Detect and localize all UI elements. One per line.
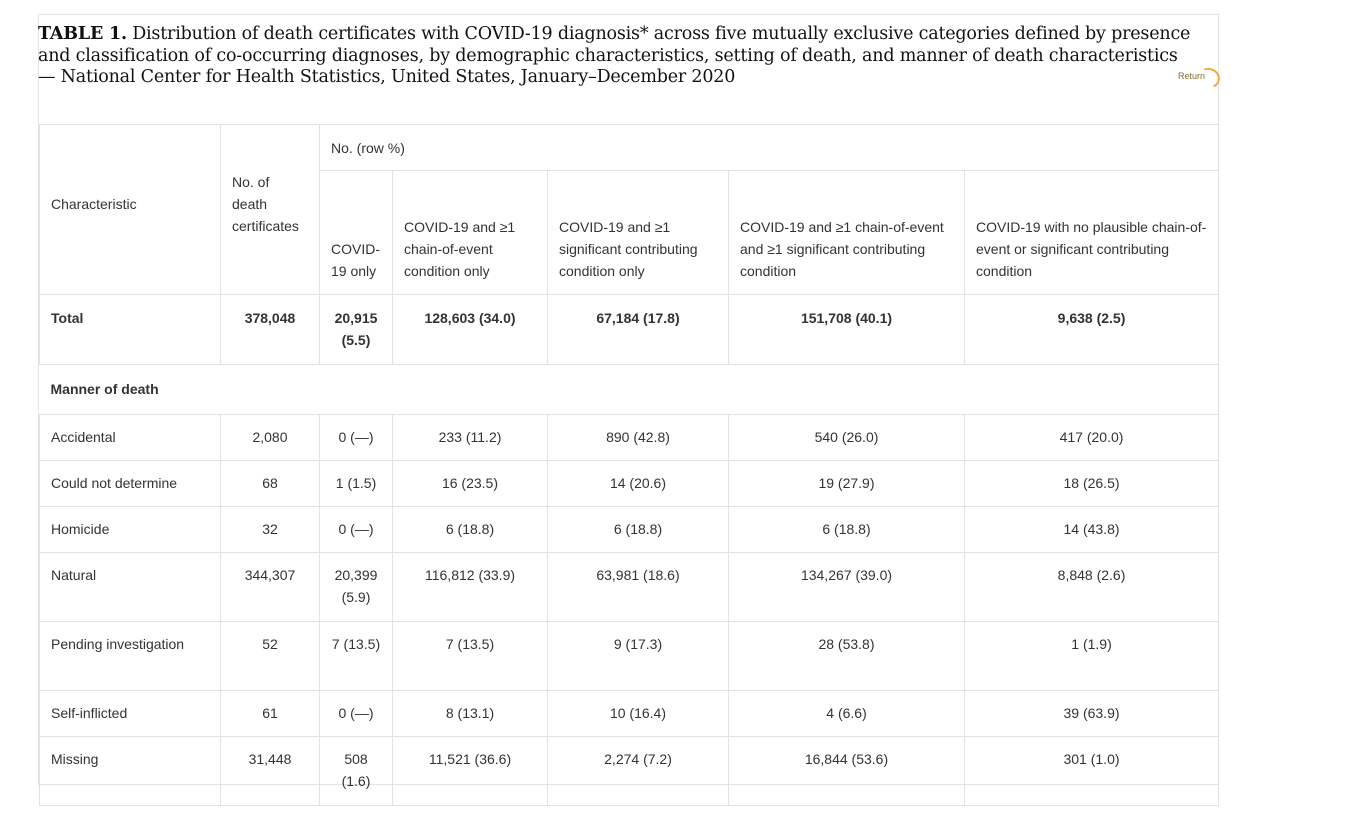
cell-covid-only: 0 (—) [320, 507, 393, 553]
cell-chain-of-event-only: 16 (23.5) [393, 461, 548, 507]
cell-significant-contributing-only: 67,184 (17.8) [548, 295, 729, 365]
cell-no-certificates: 61 [221, 691, 320, 737]
cell-no-certificates: 52 [221, 622, 320, 691]
return-label[interactable]: Return [1178, 71, 1206, 81]
cell-no-plausible: 1 (1.9) [965, 622, 1219, 691]
header-no-plausible: COVID-19 with no plausible chain-of-event or significant contributing condition [965, 171, 1219, 295]
cell-significant-contributing-only: 6 (18.8) [548, 507, 729, 553]
row-label: Natural [40, 553, 221, 622]
cell-chain-and-significant: 19 (27.9) [729, 461, 965, 507]
cell-chain-and-significant: 134,267 (39.0) [729, 553, 965, 622]
cell-significant-contributing-only: 2,274 (7.2) [548, 737, 729, 806]
header-chain-of-event-only: COVID-19 and ≥1 chain-of-event condition only [393, 171, 548, 295]
table-row [40, 691, 1219, 737]
cell-no-certificates: 378,048 [221, 295, 320, 365]
table-row [40, 622, 1219, 691]
cell-chain-and-significant: 6 (18.8) [729, 507, 965, 553]
cell-no-plausible: 18 (26.5) [965, 461, 1219, 507]
row-label: Total [40, 295, 221, 365]
table-row [40, 737, 1219, 806]
cell-chain-of-event-only: 116,812 (33.9) [393, 553, 548, 622]
cell-chain-and-significant: 151,708 (40.1) [729, 295, 965, 365]
data-table [39, 124, 1219, 806]
cell-no-certificates: 31,448 [221, 737, 320, 806]
cell-chain-and-significant: 28 (53.8) [729, 622, 965, 691]
cell-no-plausible: 39 (63.9) [965, 691, 1219, 737]
row-label: Homicide [40, 507, 221, 553]
table-row [40, 461, 1219, 507]
cell-significant-contributing-only: 10 (16.4) [548, 691, 729, 737]
cell-no-certificates: 32 [221, 507, 320, 553]
total-row [40, 295, 1219, 365]
cell-chain-of-event-only: 6 (18.8) [393, 507, 548, 553]
header-covid-only: COVID-19 only [320, 171, 393, 295]
cell-covid-only: 0 (—) [320, 415, 393, 461]
cell-covid-only: 20,399 (5.9) [320, 553, 393, 622]
header-significant-contributing-only: COVID-19 and ≥1 significant contributing condition only [548, 171, 729, 295]
cell-chain-and-significant: 540 (26.0) [729, 415, 965, 461]
cell-covid-only: 1 (1.5) [320, 461, 393, 507]
table-row [40, 553, 1219, 622]
cell-no-plausible: 417 (20.0) [965, 415, 1219, 461]
cell-covid-only: 7 (13.5) [320, 622, 393, 691]
cell-no-certificates: 2,080 [221, 415, 320, 461]
row-label: Self-inflicted [40, 691, 221, 737]
cell-no-plausible: 8,848 (2.6) [965, 553, 1219, 622]
cell-chain-of-event-only: 11,521 (36.6) [393, 737, 548, 806]
table-caption: Distribution of death certificates with COVID-19 diagnosis* across five mutually exclusive categories defined by presence and classification of co-occurring diagnoses, by demographic characteristics, setting of death, and manner of death characteristics — National Center for Health Statistics, United States, January–December 2020 [38, 24, 1191, 87]
cell-significant-contributing-only: 63,981 (18.6) [548, 553, 729, 622]
cell-no-plausible: 9,638 (2.5) [965, 295, 1219, 365]
table-title [38, 24, 1198, 89]
header-chain-and-significant: COVID-19 and ≥1 chain-of-event and ≥1 significant contributing condition [729, 171, 965, 295]
row-label: Could not determine [40, 461, 221, 507]
cell-significant-contributing-only: 14 (20.6) [548, 461, 729, 507]
cell-significant-contributing-only: 890 (42.8) [548, 415, 729, 461]
cell-chain-and-significant: 4 (6.6) [729, 691, 965, 737]
cell-no-plausible: 301 (1.0) [965, 737, 1219, 806]
header-characteristic: Characteristic [40, 125, 221, 295]
cell-no-certificates: 344,307 [221, 553, 320, 622]
header-group-row-percent: No. (row %) [320, 125, 1219, 171]
return-link[interactable] [1178, 71, 1205, 81]
cell-chain-of-event-only: 128,603 (34.0) [393, 295, 548, 365]
cell-no-plausible: 14 (43.8) [965, 507, 1219, 553]
cell-chain-of-event-only: 8 (13.1) [393, 691, 548, 737]
section-label: Manner of death [40, 365, 1219, 415]
row-label: Missing [40, 737, 221, 806]
table-row [40, 415, 1219, 461]
section-row [40, 365, 1219, 415]
cell-covid-only: 0 (—) [320, 691, 393, 737]
cell-significant-contributing-only: 9 (17.3) [548, 622, 729, 691]
header-no-certificates: No. of death certificates [221, 125, 320, 295]
table-row [40, 507, 1219, 553]
cell-covid-only: 20,915 (5.5) [320, 295, 393, 365]
cell-no-certificates: 68 [221, 461, 320, 507]
cell-covid-only: 508 (1.6) [320, 737, 393, 806]
cell-chain-and-significant: 16,844 (53.6) [729, 737, 965, 806]
header-row-group [40, 125, 1219, 171]
cell-chain-of-event-only: 7 (13.5) [393, 622, 548, 691]
row-label: Accidental [40, 415, 221, 461]
table-number: TABLE 1. [38, 24, 127, 44]
row-label: Pending investigation [40, 622, 221, 691]
cell-chain-of-event-only: 233 (11.2) [393, 415, 548, 461]
